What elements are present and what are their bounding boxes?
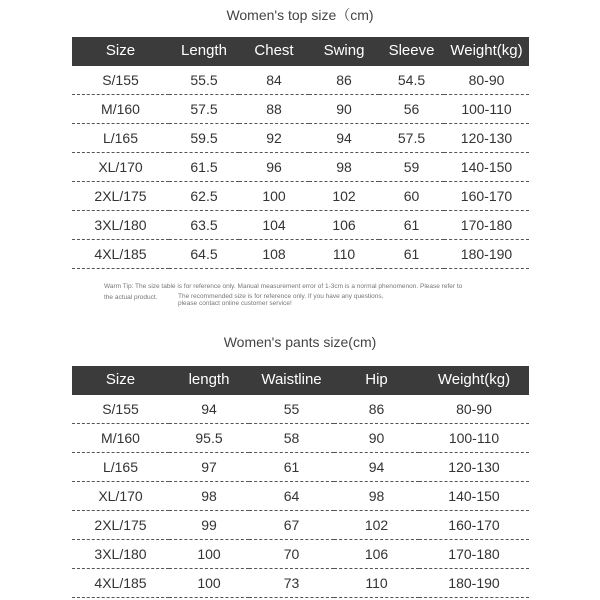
table-row bbox=[72, 482, 529, 511]
table-row bbox=[72, 211, 529, 240]
table-cell: 160-170 bbox=[419, 511, 529, 540]
table-cell: 140-150 bbox=[419, 482, 529, 511]
warm-tip-note-continued: the actual product. bbox=[104, 294, 158, 301]
table-cell: 108 bbox=[239, 240, 309, 269]
table-cell: 55.5 bbox=[169, 65, 239, 95]
table-cell: 110 bbox=[309, 240, 379, 269]
table-cell: 180-190 bbox=[444, 240, 529, 269]
table-row bbox=[72, 182, 529, 211]
table-cell: 100 bbox=[169, 540, 249, 569]
table-row bbox=[72, 65, 529, 95]
table-cell: 59.5 bbox=[169, 124, 239, 153]
table-cell: 2XL/175 bbox=[72, 511, 169, 540]
table-cell: 3XL/180 bbox=[72, 540, 169, 569]
top-size-table bbox=[72, 37, 529, 269]
top-size-title: Women's top size（cm) bbox=[226, 7, 374, 23]
table-cell: 97 bbox=[169, 453, 249, 482]
table-cell: 62.5 bbox=[169, 182, 239, 211]
header-chest: Chest bbox=[239, 37, 309, 65]
table-cell: XL/170 bbox=[72, 153, 169, 182]
table-row bbox=[72, 424, 529, 453]
table-cell: M/160 bbox=[72, 424, 169, 453]
table-cell: 67 bbox=[249, 511, 334, 540]
table-cell: 100-110 bbox=[444, 95, 529, 124]
table-cell: 98 bbox=[169, 482, 249, 511]
table-cell: 61 bbox=[379, 211, 444, 240]
header-waistline: Waistline bbox=[249, 366, 334, 394]
header-length: length bbox=[169, 366, 249, 394]
table-cell: 94 bbox=[309, 124, 379, 153]
header-weight: Weight(kg) bbox=[419, 366, 529, 394]
header-weight: Weight(kg) bbox=[444, 37, 529, 65]
table-cell: 56 bbox=[379, 95, 444, 124]
table-cell: 58 bbox=[249, 424, 334, 453]
table-cell: 94 bbox=[169, 394, 249, 424]
header-swing: Swing bbox=[309, 37, 379, 65]
header-size: Size bbox=[72, 37, 169, 65]
table-cell: 100-110 bbox=[419, 424, 529, 453]
table-row bbox=[72, 394, 529, 424]
table-cell: 170-180 bbox=[444, 211, 529, 240]
table-header-row bbox=[72, 37, 529, 65]
table-cell: 160-170 bbox=[444, 182, 529, 211]
table-cell: 96 bbox=[239, 153, 309, 182]
table-cell: 102 bbox=[309, 182, 379, 211]
table-cell: L/165 bbox=[72, 453, 169, 482]
table-cell: 106 bbox=[334, 540, 419, 569]
table-cell: 80-90 bbox=[419, 394, 529, 424]
table-cell: 73 bbox=[249, 569, 334, 598]
header-size: Size bbox=[72, 366, 169, 394]
table-header-row bbox=[72, 366, 529, 394]
table-cell: 61 bbox=[379, 240, 444, 269]
table-cell: S/155 bbox=[72, 65, 169, 95]
table-cell: 86 bbox=[309, 65, 379, 95]
table-cell: 98 bbox=[334, 482, 419, 511]
table-cell: 170-180 bbox=[419, 540, 529, 569]
table-row bbox=[72, 153, 529, 182]
table-cell: 57.5 bbox=[169, 95, 239, 124]
table-cell: 98 bbox=[309, 153, 379, 182]
table-cell: 59 bbox=[379, 153, 444, 182]
table-cell: 55 bbox=[249, 394, 334, 424]
table-cell: 120-130 bbox=[419, 453, 529, 482]
table-cell: 70 bbox=[249, 540, 334, 569]
table-cell: 60 bbox=[379, 182, 444, 211]
table-cell: 100 bbox=[239, 182, 309, 211]
table-cell: 140-150 bbox=[444, 153, 529, 182]
table-row bbox=[72, 240, 529, 269]
table-cell: 106 bbox=[309, 211, 379, 240]
table-cell: 180-190 bbox=[419, 569, 529, 598]
table-row bbox=[72, 453, 529, 482]
header-length: Length bbox=[169, 37, 239, 65]
table-cell: 120-130 bbox=[444, 124, 529, 153]
table-cell: 64.5 bbox=[169, 240, 239, 269]
table-row bbox=[72, 124, 529, 153]
header-hip: Hip bbox=[334, 366, 419, 394]
table-cell: 92 bbox=[239, 124, 309, 153]
table-cell: 54.5 bbox=[379, 65, 444, 95]
table-cell: 90 bbox=[309, 95, 379, 124]
table-row bbox=[72, 511, 529, 540]
table-cell: 102 bbox=[334, 511, 419, 540]
table-cell: 4XL/185 bbox=[72, 240, 169, 269]
table-cell: 61 bbox=[249, 453, 334, 482]
table-cell: 57.5 bbox=[379, 124, 444, 153]
pants-size-title: Women's pants size(cm) bbox=[223, 334, 377, 350]
warm-tip-note: Warm Tip: The size table is for reference only. Manual measurement error of 1-3cm is a normal phenomenon. Please refer to bbox=[104, 283, 463, 290]
table-cell: 86 bbox=[334, 394, 419, 424]
table-cell: 84 bbox=[239, 65, 309, 95]
table-cell: 64 bbox=[249, 482, 334, 511]
recommended-size-note: The recommended size is for reference only. If you have any questions, bbox=[178, 293, 384, 300]
table-cell: 94 bbox=[334, 453, 419, 482]
table-cell: 3XL/180 bbox=[72, 211, 169, 240]
table-cell: 104 bbox=[239, 211, 309, 240]
table-cell: 90 bbox=[334, 424, 419, 453]
table-row bbox=[72, 540, 529, 569]
table-cell: L/165 bbox=[72, 124, 169, 153]
table-cell: S/155 bbox=[72, 394, 169, 424]
pants-size-table bbox=[72, 366, 529, 598]
table-cell: 99 bbox=[169, 511, 249, 540]
table-cell: 95.5 bbox=[169, 424, 249, 453]
table-cell: 61.5 bbox=[169, 153, 239, 182]
table-cell: 63.5 bbox=[169, 211, 239, 240]
table-cell: 80-90 bbox=[444, 65, 529, 95]
table-cell: XL/170 bbox=[72, 482, 169, 511]
table-row bbox=[72, 569, 529, 598]
header-sleeve: Sleeve bbox=[379, 37, 444, 65]
table-cell: 2XL/175 bbox=[72, 182, 169, 211]
table-row bbox=[72, 95, 529, 124]
table-cell: 100 bbox=[169, 569, 249, 598]
contact-service-note: please contact online customer service! bbox=[178, 300, 292, 307]
table-cell: 110 bbox=[334, 569, 419, 598]
table-cell: M/160 bbox=[72, 95, 169, 124]
table-cell: 4XL/185 bbox=[72, 569, 169, 598]
table-cell: 88 bbox=[239, 95, 309, 124]
